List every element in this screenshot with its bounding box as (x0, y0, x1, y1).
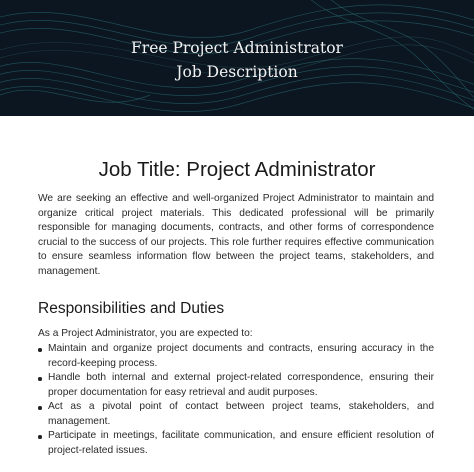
duty-text: Maintain and organize project documents and contracts, ensuring accuracy in the record-keeping process. (48, 343, 434, 369)
bullet-icon (38, 406, 42, 410)
bullet-icon (38, 377, 42, 381)
duty-item (38, 371, 434, 400)
duty-text: Handle both internal and external project-related correspondence, ensuring their proper documentation for easy retrieval and audit purposes. (48, 372, 434, 398)
duty-item (38, 342, 434, 371)
banner-title-line-1: Free Project Administrator (131, 39, 343, 57)
banner-title (0, 36, 474, 84)
duties-list (38, 342, 434, 458)
job-title-heading: Job Title: Project Administrator (98, 158, 376, 181)
duties-lead-text: As a Project Administrator, you are expected to: (38, 328, 253, 339)
intro-paragraph: We are seeking an effective and well-organized Project Administrator to maintain and organize critical project materials. This dedicated professional will be primarily responsible for managing documents, contracts, and other forms of correspondence crucial to the success of our projects. This role further requires effective communication to ensure seamless information flow between the project teams, stakeholders, and management. (38, 193, 434, 277)
bullet-icon (38, 348, 42, 352)
bullet-icon (38, 435, 42, 439)
duty-text: Participate in meetings, facilitate communication, and ensure efficient resolution of project-related issues. (48, 430, 434, 456)
responsibilities-heading: Responsibilities and Duties (38, 300, 225, 317)
duty-item (38, 429, 434, 458)
duty-text: Act as a pivotal point of contact between project teams, stakeholders, and management. (48, 401, 434, 427)
header-banner (0, 0, 474, 116)
duty-item (38, 400, 434, 429)
banner-title-line-2: Job Description (176, 63, 298, 81)
